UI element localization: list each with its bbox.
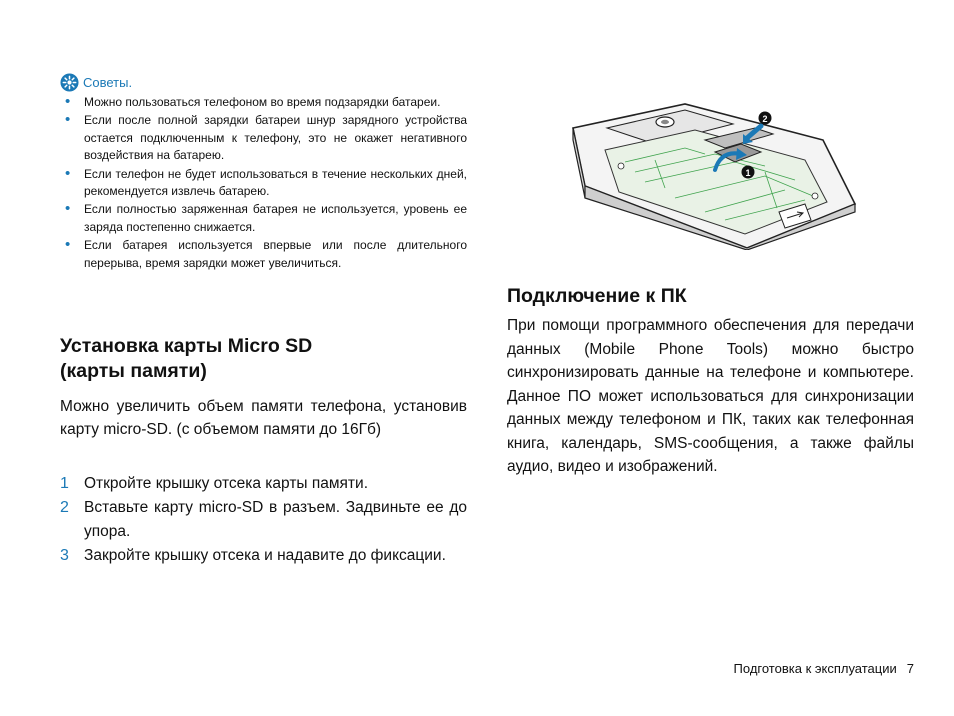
callout-1-label: 1 — [745, 168, 751, 178]
page-footer — [734, 661, 914, 676]
bullet-icon: • — [65, 111, 71, 129]
step-number: 3 — [60, 547, 69, 565]
page-number: 7 — [906, 661, 914, 676]
tips-list — [60, 94, 467, 272]
tips-block — [60, 72, 467, 273]
tip-lightbulb-icon — [60, 73, 79, 92]
step-text: Закройте крышку отсека и надавите до фиксации. — [84, 547, 446, 565]
sd-heading-line2: (карты памяти) — [60, 360, 207, 382]
pc-section-paragraph: При помощи программного обеспечения для передачи данных (Mobile Phone Tools) можно быстро синхронизировать данные на телефоне и компьютере. Данное ПО может использоваться для синхронизации данных между телефоном и ПК, таких как телефонная книга, календарь, SMS-сообщения, а также файлы аудио, видео и изображений. — [507, 317, 914, 475]
sd-heading-line1: Установка карты Micro SD — [60, 335, 313, 357]
tip-text: Если полностью заряженная батарея не используется, уровень ее заряда постепенно снижается. — [84, 202, 467, 234]
bullet-icon: • — [65, 200, 71, 218]
bullet-icon: • — [65, 236, 71, 254]
tip-text: Если телефон не будет использоваться в течение нескольких дней, рекомендуется извлечь батарею. — [84, 166, 467, 199]
tip-text: Если после полной зарядки батареи шнур зарядного устройства остается подключенным к телефону, это не окажет негативного воздействия на батарею. — [84, 113, 467, 163]
tip-item — [60, 94, 467, 111]
sd-steps-list — [60, 472, 467, 569]
tip-item — [60, 237, 467, 272]
step-number: 1 — [60, 475, 69, 492]
screw — [618, 163, 624, 169]
tips-title: Советы. — [83, 74, 133, 90]
sd-intro-paragraph: Можно увеличить объем памяти телефона, установив карту micro-SD. (с объемом памяти до 16Гб) — [60, 398, 467, 439]
sd-section-heading — [60, 334, 480, 384]
bullet-icon: • — [65, 93, 71, 110]
step-item — [60, 496, 467, 543]
step-number: 2 — [60, 499, 69, 517]
step-text: Вставьте карту micro-SD в разъем. Задвиньте ее до упора. — [84, 499, 467, 540]
step-item — [60, 544, 467, 567]
pc-section-heading: Подключение к ПК — [507, 285, 687, 307]
tip-item — [60, 112, 467, 164]
footer-section-title: Подготовка к эксплуатации — [733, 661, 897, 676]
callout-2-label: 2 — [762, 114, 768, 124]
tip-text: Можно пользоваться телефоном во время подзарядки батареи. — [84, 95, 441, 109]
bullet-icon: • — [65, 164, 71, 182]
tips-header — [60, 72, 467, 92]
step-item — [60, 472, 467, 495]
phone-sd-card-illustration — [565, 100, 860, 250]
tip-item — [60, 166, 467, 201]
step-text: Откройте крышку отсека карты памяти. — [84, 475, 368, 492]
tip-text: Если батарея используется впервые или после длительного перерыва, время зарядки может увеличиться. — [84, 238, 467, 270]
tip-item — [60, 201, 467, 236]
screw — [812, 193, 818, 199]
